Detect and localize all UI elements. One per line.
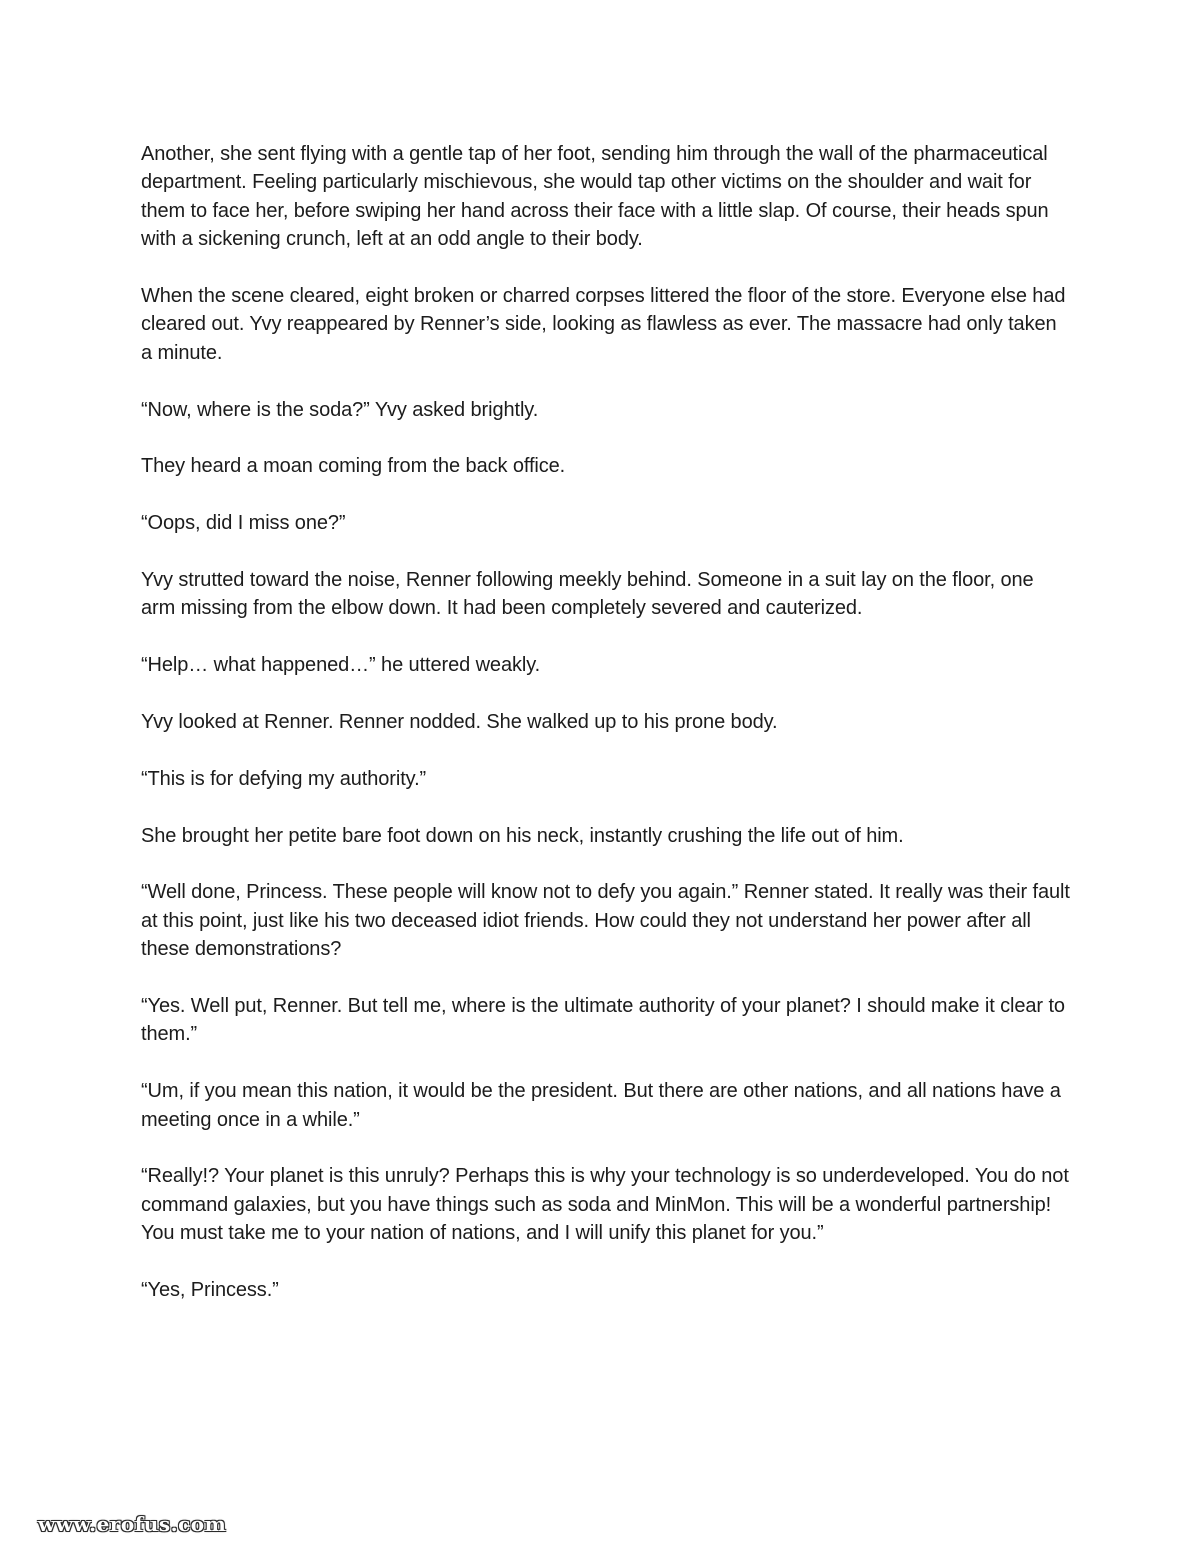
paragraph-gap [141, 736, 1071, 764]
paragraph-gap [141, 254, 1071, 282]
paragraph-gap [141, 623, 1071, 651]
paragraph-gap [141, 1049, 1071, 1077]
paragraph-gap [141, 1248, 1071, 1276]
paragraph-gap [141, 367, 1071, 395]
paragraph-gap [141, 793, 1071, 821]
paragraph: “Really!? Your planet is this unruly? Perhaps this is why your technology is so underdeveloped. You do not command galaxies, but you have things such as soda and MinMon. This will be a wonderful partnership! You must take me to your nation of nations, and I will unify this planet for you.” [141, 1165, 1069, 1245]
paragraph: Another, she sent flying with a gentle tap of her foot, sending him through the wall of the pharmaceutical department. Feeling particularly mischievous, she would tap other victims on the shoulder and wait for them to face her, before swiping her hand across their face with a little slap. Of course, their heads spun with a sickening crunch, left at an odd angle to their body. [141, 143, 1049, 251]
paragraph: They heard a moan coming from the back office. [141, 455, 566, 478]
story-text [141, 140, 1071, 1304]
paragraph: “Well done, Princess. These people will know not to defy you again.” Renner stated. It really was their fault at this point, just like his two deceased idiot friends. How could they not understand her power after all these demonstrations? [141, 881, 1070, 961]
paragraph: “Um, if you mean this nation, it would be the president. But there are other nations, and all nations have a meeting once in a while.” [141, 1080, 1061, 1131]
paragraph: When the scene cleared, eight broken or charred corpses littered the floor of the store. Everyone else had cleared out. Yvy reappeared by Renner’s side, looking as flawless as ever. The massacre had only taken a minute. [141, 285, 1066, 364]
paragraph: She brought her petite bare foot down on his neck, instantly crushing the life out of him. [141, 824, 904, 847]
paragraph-gap [141, 850, 1071, 878]
paragraph-gap [141, 964, 1071, 992]
paragraph: “Help… what happened…” he uttered weakly. [141, 654, 541, 677]
paragraph-gap [141, 424, 1071, 452]
paragraph: “Oops, did I miss one?” [141, 512, 346, 535]
paragraph-gap [141, 1134, 1071, 1162]
paragraph: Yvy looked at Renner. Renner nodded. She walked up to his prone body. [141, 711, 778, 734]
paragraph: “Now, where is the soda?” Yvy asked brightly. [141, 398, 539, 421]
paragraph: “This is for defying my authority.” [141, 767, 427, 790]
paragraph: Yvy strutted toward the noise, Renner following meekly behind. Someone in a suit lay on the floor, one arm missing from the elbow down. It had been completely severed and cauterized. [141, 569, 1034, 620]
paragraph-gap [141, 680, 1071, 708]
site-watermark: www.erofus.com [38, 1512, 227, 1536]
paragraph-gap [141, 538, 1071, 566]
paragraph: “Yes. Well put, Renner. But tell me, where is the ultimate authority of your planet? I should make it clear to them.” [141, 995, 1065, 1046]
paragraph-gap [141, 481, 1071, 509]
paragraph: “Yes, Princess.” [141, 1279, 279, 1302]
